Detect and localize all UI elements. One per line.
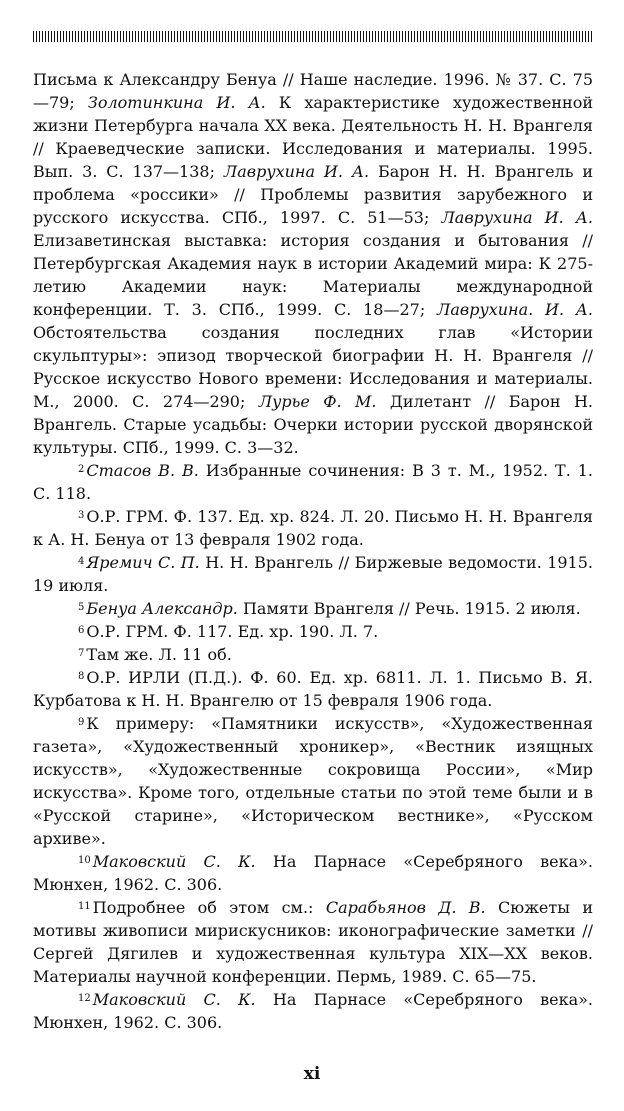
footnote-number: 10 (78, 855, 91, 866)
author-name: Лаврухина. И. А. (437, 300, 593, 319)
header-rule (33, 31, 593, 42)
footnote (33, 620, 593, 643)
footnote-number: 11 (78, 901, 91, 912)
author-name: Маковский С. К. (92, 990, 256, 1009)
footnote (33, 505, 593, 551)
citation-text: К примеру: «Памятники искусств», «Художественная газета», «Художественный хроникер», «Вестник изящных искусств», «Художественные сокровища России», «Мир искусства». Кроме того, отдельные статьи по этой теме были и в «Русской старине», «Историческом вестнике», «Русском архиве». (33, 714, 593, 848)
footnote (33, 643, 593, 666)
author-name: Лаврухина И. А. (441, 208, 594, 227)
footnote (33, 850, 593, 896)
citation-text: Елизаветинская выставка: история создания и бытования // Петербургская Академия наук в истории Академий мира: К 275-летию Академии наук: Материалы международной конференции. Т. 3. СПб., 1999. С. 18—27; (33, 231, 593, 319)
footnote (33, 988, 593, 1034)
footnote (33, 666, 593, 712)
citation-text: Барон Н. Н. Врангель и проблема «россики» // Проблемы развития зарубежного и русского искусства. СПб., 1997. С. 51—53; (33, 162, 594, 227)
footnote (33, 459, 593, 505)
author-name: Сарабьянов Д. В. (325, 898, 486, 917)
citation-text: О.Р. ИРЛИ (П.Д.). Ф. 60. Ед. хр. 6811. Л. 1. Письмо В. Я. Курбатова к Н. Н. Врангелю от 15 февраля 1906 года. (33, 668, 593, 710)
citation-text: Письма к Александру Бенуа // Наше наследие. 1996. № 37. С. 75—79; (33, 70, 593, 112)
citation-text: Обстоятельства создания последних глав «Истории скульптуры»: эпизод творческой биографии Н. Н. Врангеля // Русское искусство Нового времени: Исследования и материалы. М., 2000. С. 274—290; (33, 323, 593, 411)
citation-text: О.Р. ГРМ. Ф. 137. Ед. хр. 824. Л. 20. Письмо Н. Н. Врангеля к А. Н. Бенуа от 13 февраля 1902 года. (33, 507, 593, 549)
citation-text: О.Р. ГРМ. Ф. 117. Ед. хр. 190. Л. 7. (86, 622, 379, 641)
citation-text: Там же. Л. 11 об. (86, 645, 232, 664)
footnote-number: 9 (78, 717, 85, 728)
citation-text: Памяти Врангеля // Речь. 1915. 2 июля. (237, 599, 581, 618)
footnote-list (33, 459, 593, 1034)
author-name: Бенуа Александр. (86, 599, 238, 618)
page-number: xi (303, 1064, 321, 1084)
footnote (33, 551, 593, 597)
footnote-1-continuation (33, 68, 593, 459)
author-name: Стасов В. В. (86, 461, 199, 480)
author-name: Лурье Ф. М. (258, 392, 377, 411)
citation-text: Н. Н. Врангель // Биржевые ведомости. 1915. 19 июля. (33, 553, 594, 595)
footnote (33, 712, 593, 850)
author-name: Лаврухина И. А. (223, 162, 370, 181)
footnote-number: 7 (78, 648, 85, 659)
citation-text: На Парнасе «Серебряного века». Мюнхен, 1962. С. 306. (33, 990, 593, 1032)
footnote (33, 896, 593, 988)
citation-text: К характеристике художественной жизни Петербурга начала XX века. Деятельность Н. Н. Врангеля // Краеведческие записки. Исследования и материалы. 1995. Вып. 3. С. 137—138; (33, 93, 593, 181)
author-name: Яремич С. П. (86, 553, 200, 572)
footnote-number: 5 (78, 602, 85, 613)
footnote-number: 3 (78, 510, 85, 521)
citation-text: На Парнасе «Серебряного века». Мюнхен, 1962. С. 306. (33, 852, 593, 894)
author-name: Золотинкина И. А. (87, 93, 266, 112)
footnote-number: 6 (78, 625, 85, 636)
footnote-number: 4 (78, 556, 85, 567)
footnote-number: 12 (78, 993, 91, 1004)
footnote-number: 2 (78, 464, 85, 475)
citation-text: Подробнее об этом см.: (92, 898, 326, 917)
author-name: Маковский С. К. (92, 852, 256, 871)
citation-text: Дилетант // Барон Н. Врангель. Старые усадьбы: Очерки истории русской дворянской культуры. СПб., 1999. С. 3—32. (33, 392, 594, 457)
footnote (33, 597, 593, 620)
footnote-number: 8 (78, 671, 85, 682)
citation-text: Сюжеты и мотивы живописи мирискусников: иконографические заметки // Сергей Дягилев и художественная культура XIX—XX веков. Материалы научной конференции. Пермь, 1989. С. 65—75. (33, 898, 593, 986)
citation-text: Избранные сочинения: В 3 т. М., 1952. Т. 1. С. 118. (33, 461, 594, 503)
footnotes-block (33, 68, 593, 1034)
